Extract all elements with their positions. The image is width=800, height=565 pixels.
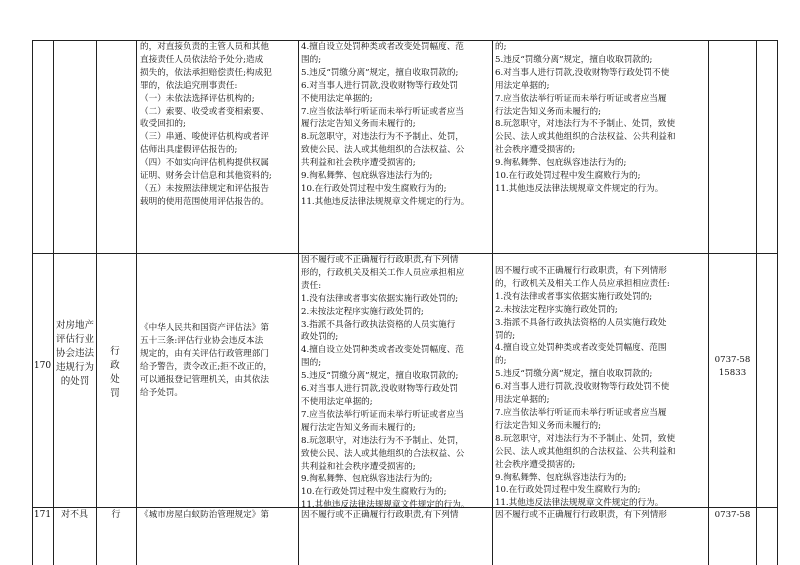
text-line: 致使公民、法人或其他组织的合法权益、公: [301, 448, 465, 459]
col-line: [53, 40, 54, 565]
text-line: 11.其他违反法律法规规章文件规定的行为。: [495, 498, 664, 509]
text-line: 3.指派不具备行政执法资格的人员实施行: [301, 319, 456, 330]
text-line: 的;: [495, 42, 507, 52]
text-line: 公民、法人或其他组织的合法权益、公共利益和: [495, 446, 676, 457]
text-line: 致使公民、法人或其他组织的合法权益、公: [301, 145, 465, 156]
text-line: 损失的，依法承担赔偿责任;构成犯: [140, 67, 272, 78]
text-line: 社会秩序遭受损害的;: [495, 145, 576, 156]
col-line: [492, 40, 493, 565]
basis-cell-171: 《城市房屋白蚁防治管理规定》第: [140, 510, 269, 520]
text-line: 政处罚的;: [301, 332, 339, 343]
text-line: （二）索要、收受或者变相索要、: [140, 106, 269, 117]
col-line: [96, 40, 97, 565]
col-line: [32, 40, 33, 565]
text-line: 因不履行或不正确履行行政职责，有下列情形: [495, 266, 667, 276]
text-line: 1.没有法律或者事实依据实施行政处罚的;: [495, 291, 653, 302]
text-line: 6.对当事人进行罚款,没收财物等行政处罚不使: [495, 382, 670, 393]
text-line: 履行法定告知义务而未履行的;: [301, 119, 416, 130]
text-line: 11.其他违反法律法规规章文件规定的行为。: [301, 196, 470, 207]
text-line: 用法定单据的;: [495, 80, 550, 91]
text-line: 可以通报登记管理机关，由其依法: [140, 374, 269, 385]
item-name-171: 对不具: [60, 510, 88, 520]
text-line: （一）未依法选择评估机构的;: [140, 93, 255, 104]
text-line: 不使用法定单据的;: [301, 93, 373, 104]
text-line: 5.违反“罚缴分离”规定，擅自收取罚款的;: [301, 371, 459, 382]
item-type-170: 行政处罚: [110, 346, 120, 399]
text-line: 五十三条:评估行业协会违反本法: [140, 335, 264, 346]
text-line: 载明的使用范围使用评估报告的。: [140, 196, 269, 207]
text-line: 给予警告，责令改正;拒不改正的，: [140, 361, 272, 372]
text-line: 责任:: [301, 280, 322, 291]
text-line: 证明、财务会计信息和其他资料的;: [140, 171, 272, 182]
text-line: 15833: [718, 367, 747, 378]
text-line: 8.玩忽职守，对违法行为不予制止、处罚，: [301, 435, 464, 446]
responsibility-cell-170: [301, 254, 491, 512]
text-line: 围的;: [301, 54, 322, 65]
text-line: 5.违反“罚缴分离”规定，擅自收取罚款的;: [495, 369, 653, 380]
text-line: 2.未按法定程序实施行政处罚的;: [495, 304, 618, 315]
text-line: 共利益和社会秩序遭受损害的;: [301, 461, 416, 472]
responsibility-cell-prev: [301, 41, 491, 209]
text-line: 3.指派不具备行政执法资格的人员实施行政处: [495, 317, 667, 328]
text-line: 6.对当事人进行罚款,没收财物等行政处罚不使: [495, 67, 670, 78]
col-line: [298, 40, 299, 565]
col-line: [777, 40, 778, 565]
text-line: 1.没有法律或者事实依据实施行政处罚的;: [301, 293, 459, 304]
text-line: 收受回扣的;: [140, 119, 186, 130]
text-line: 因不履行或不正确履行行政职责,有下列情: [301, 255, 459, 265]
text-line: 8.玩忽职守，对违法行为不予制止、处罚，: [301, 132, 464, 143]
text-line: 用法定单据的;: [495, 395, 550, 406]
text-line: 2.未按法定程序实施行政处罚的;: [301, 306, 424, 317]
text-line: 7.应当依法举行听证而未举行听证或者应当: [301, 106, 464, 117]
col-line: [136, 40, 137, 565]
text-line: 11.其他违反法律法规规章文件规定的行为。: [301, 500, 470, 511]
text-line: 9.徇私舞弊、包庇纵容违法行为的;: [495, 472, 627, 483]
text-line: 的;: [495, 356, 507, 367]
basis-cell-170: [140, 322, 296, 399]
phone-cell-171: 0737-58: [714, 510, 751, 520]
text-line: 9.徇私舞弊、包庇纵容违法行为的;: [495, 158, 627, 169]
text-line: 8.玩忽职守，对违法行为不予制止、处罚，致使: [495, 119, 676, 130]
text-line: 不使用法定单据的;: [301, 396, 373, 407]
text-line: 罪的，依法追究刑事责任:: [140, 80, 238, 91]
responsibility-detail-cell-170: [495, 265, 707, 510]
text-line: 估师出具虚假评估报告的;: [140, 145, 238, 156]
text-line: 社会秩序遭受损害的;: [495, 459, 576, 470]
text-line: 9.徇私舞弊、包庇纵容违法行为的;: [301, 474, 433, 485]
text-line: 罚的;: [495, 330, 516, 341]
text-line: 4.擅自设立处罚种类或者改变处罚幅度、范围: [495, 343, 667, 354]
text-line: 5.违反“罚缴分离”规定，擅自收取罚款的;: [301, 67, 459, 78]
col-line: [756, 40, 757, 565]
text-line: 履行法定告知义务而未履行的;: [301, 422, 416, 433]
row-number-170: 170: [33, 361, 52, 371]
row-number-171: 171: [33, 510, 52, 520]
text-line: （五）未按照法律规定和评估报告: [140, 183, 269, 194]
text-line: （三）串通、唆使评估机构或者评: [140, 132, 269, 143]
text-line: 7.应当依法举行听证而未举行听证或者应当: [301, 409, 464, 420]
phone-cell-170: [710, 354, 755, 380]
text-line: 5.违反“罚缴分离”规定，擅自收取罚款的;: [495, 54, 653, 65]
text-line: 公民、法人或其他组织的合法权益、公共利益和: [495, 132, 676, 143]
text-line: 10.在行政处罚过程中发生腐败行为的;: [495, 171, 641, 182]
text-line: 10.在行政处罚过程中发生腐败行为的;: [301, 487, 447, 498]
text-line: 4.擅自设立处罚种类或者改变处罚幅度、范: [301, 42, 464, 52]
item-type-171: 行: [111, 510, 121, 520]
text-line: 行法定告知义务而未履行的;: [495, 106, 602, 117]
responsibility-detail-cell-171: 因不履行或不正确履行行政职责，有下列情形: [495, 510, 667, 520]
text-line: 的，行政机关及相关工作人员应承担相应责任:: [495, 278, 670, 289]
text-line: 行法定告知义务而未履行的;: [495, 420, 602, 431]
item-name-170: 对房地产评估行业协会违法违规行为的处罚: [56, 320, 95, 387]
responsibility-detail-cell-prev: [495, 41, 707, 196]
text-line: 10.在行政处罚过程中发生腐败行为的;: [301, 183, 447, 194]
text-line: 共利益和社会秩序遭受损害的;: [301, 158, 416, 169]
text-line: 6.对当事人进行罚款,没收财物等行政处罚: [301, 80, 459, 91]
col-line: [708, 40, 709, 565]
text-line: 8.玩忽职守，对违法行为不予制止、处罚，致使: [495, 433, 676, 444]
text-line: 7.应当依法举行听证而未举行听证或者应当履: [495, 93, 667, 104]
text-line: 规定的，由有关评估行政管理部门: [140, 348, 269, 359]
text-line: 《中华人民共和国资产评估法》第: [140, 323, 269, 333]
basis-cell-prev: [140, 41, 296, 209]
responsibility-cell-171: 因不履行或不正确履行行政职责,有下列情: [301, 510, 459, 520]
text-line: 7.应当依法举行听证而未举行听证或者应当履: [495, 407, 667, 418]
text-line: 形的，行政机关及相关工作人员应承担相应: [301, 267, 465, 278]
text-line: 9.徇私舞弊、包庇纵容违法行为的;: [301, 171, 433, 182]
text-line: 4.擅自设立处罚种类或者改变处罚幅度、范: [301, 345, 464, 356]
text-line: （四）不如实向评估机构提供权属: [140, 158, 269, 169]
text-line: 直接责任人员依法给予处分;造成: [140, 54, 264, 65]
text-line: 11.其他违反法律法规规章文件规定的行为。: [495, 183, 664, 194]
text-line: 围的;: [301, 358, 322, 369]
text-line: 6.对当事人进行罚款,没收财物等行政处罚: [301, 384, 459, 395]
text-line: 的，对直接负责的主管人员和其他: [140, 42, 269, 52]
text-line: 10.在行政处罚过程中发生腐败行为的;: [495, 485, 641, 496]
text-line: 给予处罚。: [140, 387, 183, 398]
text-line: 0737-58: [714, 355, 751, 365]
